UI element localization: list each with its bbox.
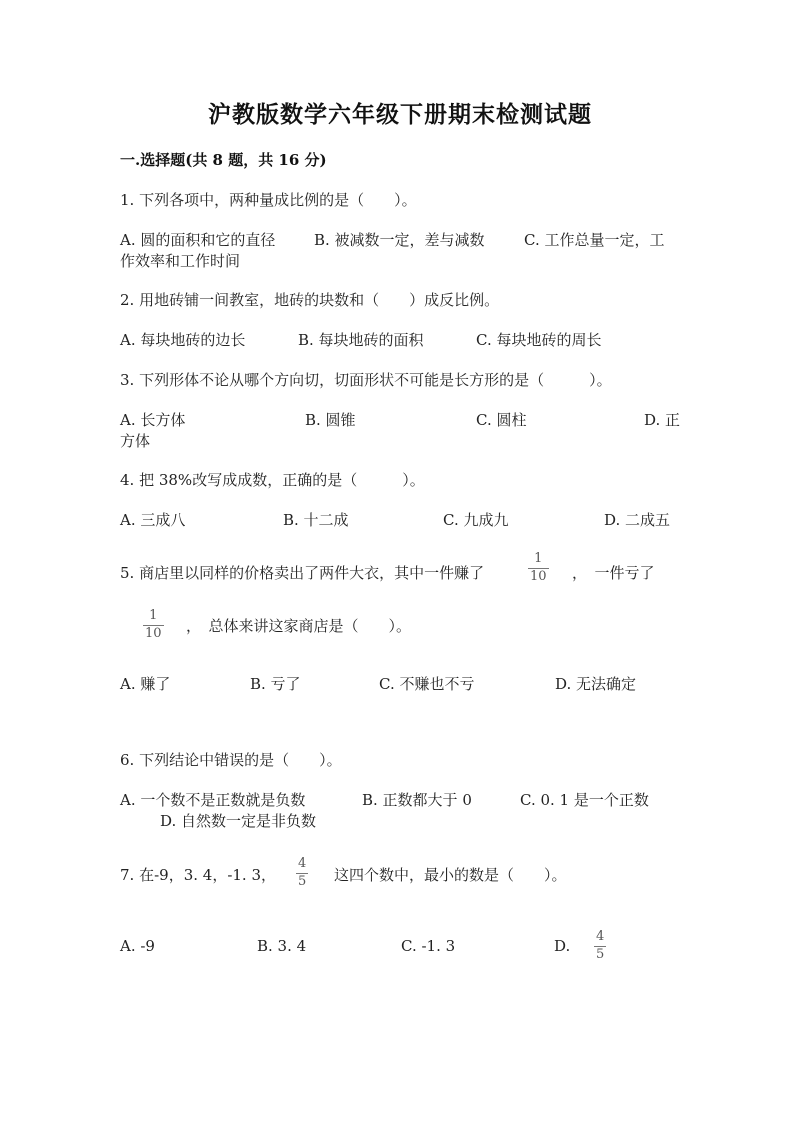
question-2-option-a: A. 每块地砖的边长 (120, 331, 246, 349)
question-3-option-a: A. 长方体 (120, 411, 186, 429)
question-5-fraction-1 (528, 552, 549, 585)
question-4-option-a: A. 三成八 (120, 511, 186, 529)
question-4-stem: 4. 把 38%改写成成数，正确的是（ ）。 (120, 471, 425, 489)
question-3-option-b: B. 圆锥 (305, 411, 356, 429)
question-1-stem: 1. 下列各项中，两种量成比例的是（ ）。 (120, 191, 417, 209)
question-5-option-b: B. 亏了 (250, 675, 301, 693)
fraction-numerator: 4 (596, 929, 605, 944)
question-7-option-b: B. 3. 4 (257, 937, 307, 955)
section-heading: 一.选择题(共 8 题，共 16 分) (120, 151, 327, 169)
question-7-option-c: C. -1. 3 (401, 937, 456, 955)
question-5-stem-part3: ， 总体来讲这家商店是（ ）。 (186, 617, 412, 635)
question-7-stem-part1: 7. 在-9，3. 4，-1. 3， (120, 866, 277, 884)
question-6-stem: 6. 下列结论中错误的是（ ）。 (120, 751, 342, 769)
question-6-option-a: A. 一个数不是正数就是负数 (120, 791, 306, 809)
question-2-option-c: C. 每块地砖的周长 (476, 331, 602, 349)
question-3-stem: 3. 下列形体不论从哪个方向切，切面形状不可能是长方形的是（ ）。 (120, 371, 612, 389)
question-5-option-a: A. 赚了 (120, 675, 171, 693)
question-4-option-d: D. 二成五 (604, 511, 671, 529)
fraction-denominator: 10 (530, 568, 547, 584)
fraction-numerator: 4 (298, 856, 307, 871)
fraction-numerator: 1 (534, 551, 543, 566)
question-1-option-c-wrap: 作效率和工作时间 (120, 252, 241, 270)
question-1-option-b: B. 被减数一定，差与减数 (314, 231, 485, 249)
question-1-option-a: A. 圆的面积和它的直径 (120, 231, 276, 249)
fraction-denominator: 5 (298, 873, 307, 889)
question-5-option-c: C. 不赚也不亏 (379, 675, 475, 693)
question-1-option-c: C. 工作总量一定，工 (524, 231, 665, 249)
question-2-stem: 2. 用地砖铺一间教室，地砖的块数和（ ）成反比例。 (120, 291, 500, 309)
question-4-option-b: B. 十二成 (283, 511, 349, 529)
question-6-option-d: D. 自然数一定是非负数 (160, 812, 317, 830)
page-title: 沪教版数学六年级下册期末检测试题 (208, 101, 592, 128)
question-7-fraction (296, 857, 308, 890)
fraction-numerator: 1 (149, 608, 158, 623)
fraction-denominator: 10 (145, 625, 162, 641)
question-7-stem-part2: 这四个数中，最小的数是（ ）。 (334, 866, 567, 884)
question-7-option-d-fraction (594, 930, 606, 963)
question-7-option-a: A. -9 (120, 937, 155, 955)
question-6-option-b: B. 正数都大于 0 (362, 791, 472, 809)
question-4-option-c: C. 九成九 (443, 511, 509, 529)
question-3-option-c: C. 圆柱 (476, 411, 527, 429)
question-5-fraction-2 (143, 609, 164, 642)
question-3-option-d: D. 正 (644, 411, 681, 429)
question-3-option-d-wrap: 方体 (120, 432, 151, 450)
question-2-option-b: B. 每块地砖的面积 (298, 331, 424, 349)
question-5-stem-part1: 5. 商店里以同样的价格卖出了两件大衣，其中一件赚了 (120, 564, 485, 582)
fraction-denominator: 5 (596, 946, 605, 962)
question-6-option-c: C. 0. 1 是一个正数 (520, 791, 649, 809)
question-5-option-d: D. 无法确定 (555, 675, 637, 693)
question-7-option-d: D. (554, 937, 571, 955)
question-5-stem-part2: ， 一件亏了 (572, 564, 655, 582)
